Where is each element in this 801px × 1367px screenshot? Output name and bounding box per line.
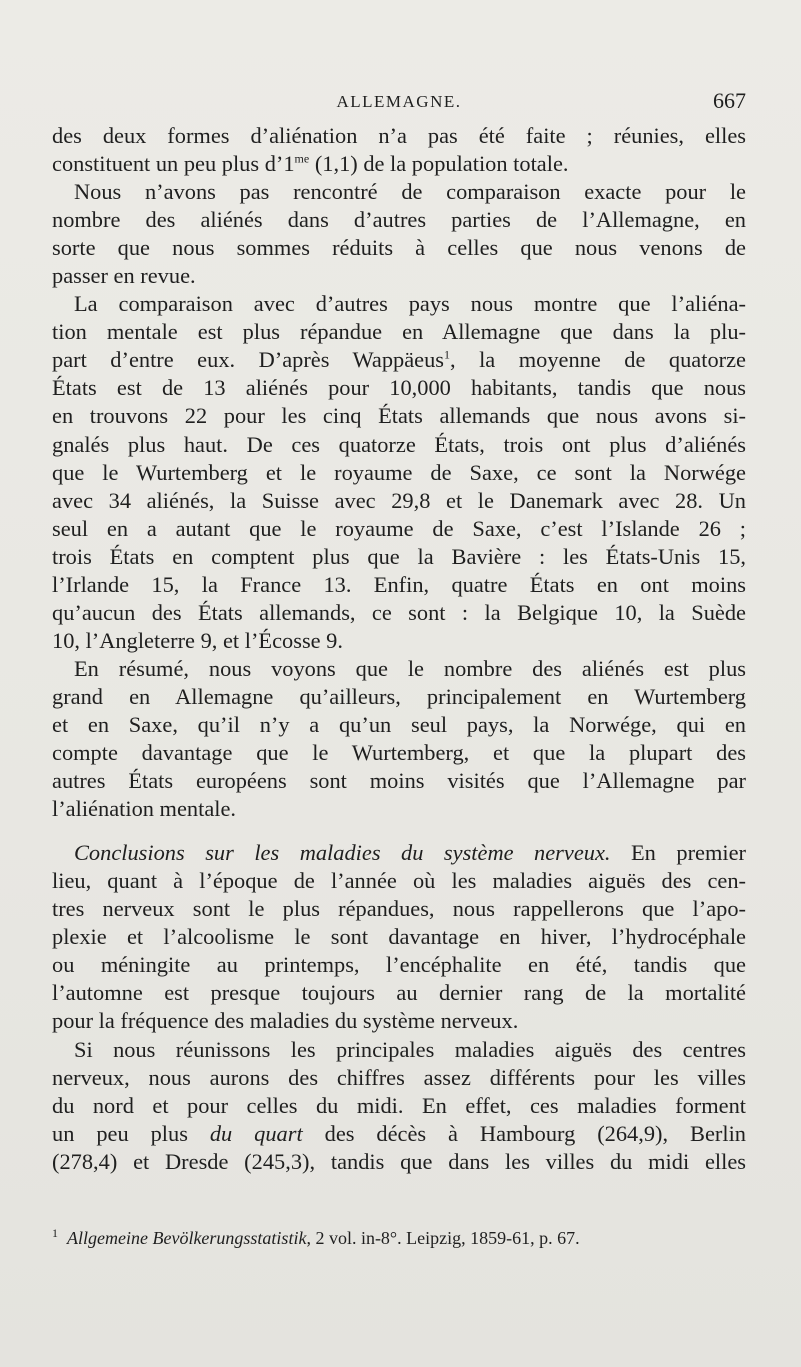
text-line: plexie et l’alcoolisme le sont davantage en hiver, l’hydrocéphale — [52, 924, 746, 950]
text-line: du nord et pour celles du midi. En effet, ces maladies forment — [52, 1092, 746, 1118]
footnote-ref: 1 — [444, 347, 450, 362]
text-line: La comparaison avec d’autres pays nous montre que l’aliéna- — [74, 291, 746, 317]
text-line: tres nerveux sont le plus répandues, nous rappellerons que l’apo- — [52, 896, 746, 922]
text-line: gnalés plus haut. De ces quatorze États, trois ont plus d’aliénés — [52, 431, 746, 457]
running-head: ALLEMAGNE. — [336, 92, 462, 111]
section-heading: Conclusions sur les maladies du système nerveux. — [74, 840, 611, 866]
footnote-title: Allgemeine Bevölkerungsstatistik — [67, 1228, 307, 1248]
footnote-details: , 2 vol. in-8°. Leipzig, 1859-61, p. 67. — [306, 1228, 580, 1248]
paragraph-2 — [52, 178, 746, 290]
text-line: sorte que nous sommes réduits à celles que nous venons de — [52, 235, 746, 261]
text-line: qu’aucun des États allemands, ce sont : la Belgique 10, la Suède — [52, 599, 746, 625]
paragraph-6 — [52, 1036, 746, 1176]
text-line: Conclusions sur les maladies du système nerveux. En premier — [74, 840, 746, 866]
text-line: l’Irlande 15, la France 13. Enfin, quatre États en ont moins — [52, 571, 746, 597]
text-line: États est de 13 aliénés pour 10,000 habitants, tandis que nous — [52, 375, 746, 401]
text-line: (278,4) et Dresde (245,3), tandis que dans les villes du midi elles — [52, 1148, 746, 1174]
text-line: part d’entre eux. D’après Wappäeus$^1$, la moyenne de quatorze — [52, 347, 746, 373]
paragraph-4 — [52, 655, 746, 823]
paragraph-gap — [52, 823, 746, 839]
paragraph-5 — [52, 839, 746, 1035]
body-text — [52, 122, 746, 1176]
text-line: l’automne est presque toujours au dernier rang de la mortalité — [52, 980, 746, 1006]
text-line: nombre des aliénés dans d’autres parties de l’Allemagne, en — [52, 207, 746, 233]
text-line: lieu, quant à l’époque de l’année où les maladies aiguës des cen- — [52, 868, 746, 894]
text-line: passer en revue. — [52, 263, 196, 289]
paragraph-3 — [52, 290, 746, 655]
text-line: un peu plus du quart des décès à Hambourg (264,9), Berlin — [52, 1120, 746, 1146]
text-line: 10, l’Angleterre 9, et l’Écosse 9. — [52, 627, 343, 653]
footnote-marker: 1 — [52, 1226, 58, 1240]
text-line: pour la fréquence des maladies du système nerveux. — [52, 1008, 519, 1034]
text-line: tion mentale est plus répandue en Allemagne que dans la plu- — [52, 319, 746, 345]
text-line: Si nous réunissons les principales maladies aiguës des centres — [74, 1036, 746, 1062]
text-line: en trouvons 22 pour les cinq États allemands que nous avons si- — [52, 403, 746, 429]
page-number: 667 — [713, 88, 746, 113]
text-line: grand en Allemagne qu’ailleurs, principalement en Wurtemberg — [52, 683, 746, 709]
text-line: compte davantage que le Wurtemberg, et que la plupart des — [52, 740, 746, 766]
text-line: que le Wurtemberg et le royaume de Saxe, ce sont la Norwége — [52, 459, 746, 485]
text-line: ou méningite au printemps, l’encéphalite en été, tandis que — [52, 952, 746, 978]
text-line: avec 34 aliénés, la Suisse avec 29,8 et le Danemark avec 28. Un — [52, 487, 746, 513]
text-line: autres États européens sont moins visités que l’Allemagne par — [52, 768, 746, 794]
text-line: des deux formes d’aliénation n’a pas été faite ; réunies, elles — [52, 123, 746, 148]
text-line: constituent un peu plus $d’1^{me}$ (1,1) de la population totale. — [52, 151, 569, 177]
text-line: nerveux, nous aurons des chiffres assez différents pour les villes — [52, 1064, 746, 1090]
text-line: Nous n’avons pas rencontré de comparaison exacte pour le — [74, 179, 746, 205]
footnote — [52, 1226, 746, 1250]
text-line: seul en a autant que le royaume de Saxe, c’est l’Islande 26 ; — [52, 515, 746, 541]
paragraph-1-end — [52, 122, 746, 178]
text-line: et en Saxe, qu’il n’y a qu’un seul pays, la Norwége, qui en — [52, 711, 746, 737]
text-line: trois États en comptent plus que la Bavière : les États-Unis 15, — [52, 543, 746, 569]
page-header — [52, 88, 746, 114]
text-line: En résumé, nous voyons que le nombre des aliénés est plus — [74, 655, 746, 681]
text-line: l’aliénation mentale. — [52, 796, 237, 822]
